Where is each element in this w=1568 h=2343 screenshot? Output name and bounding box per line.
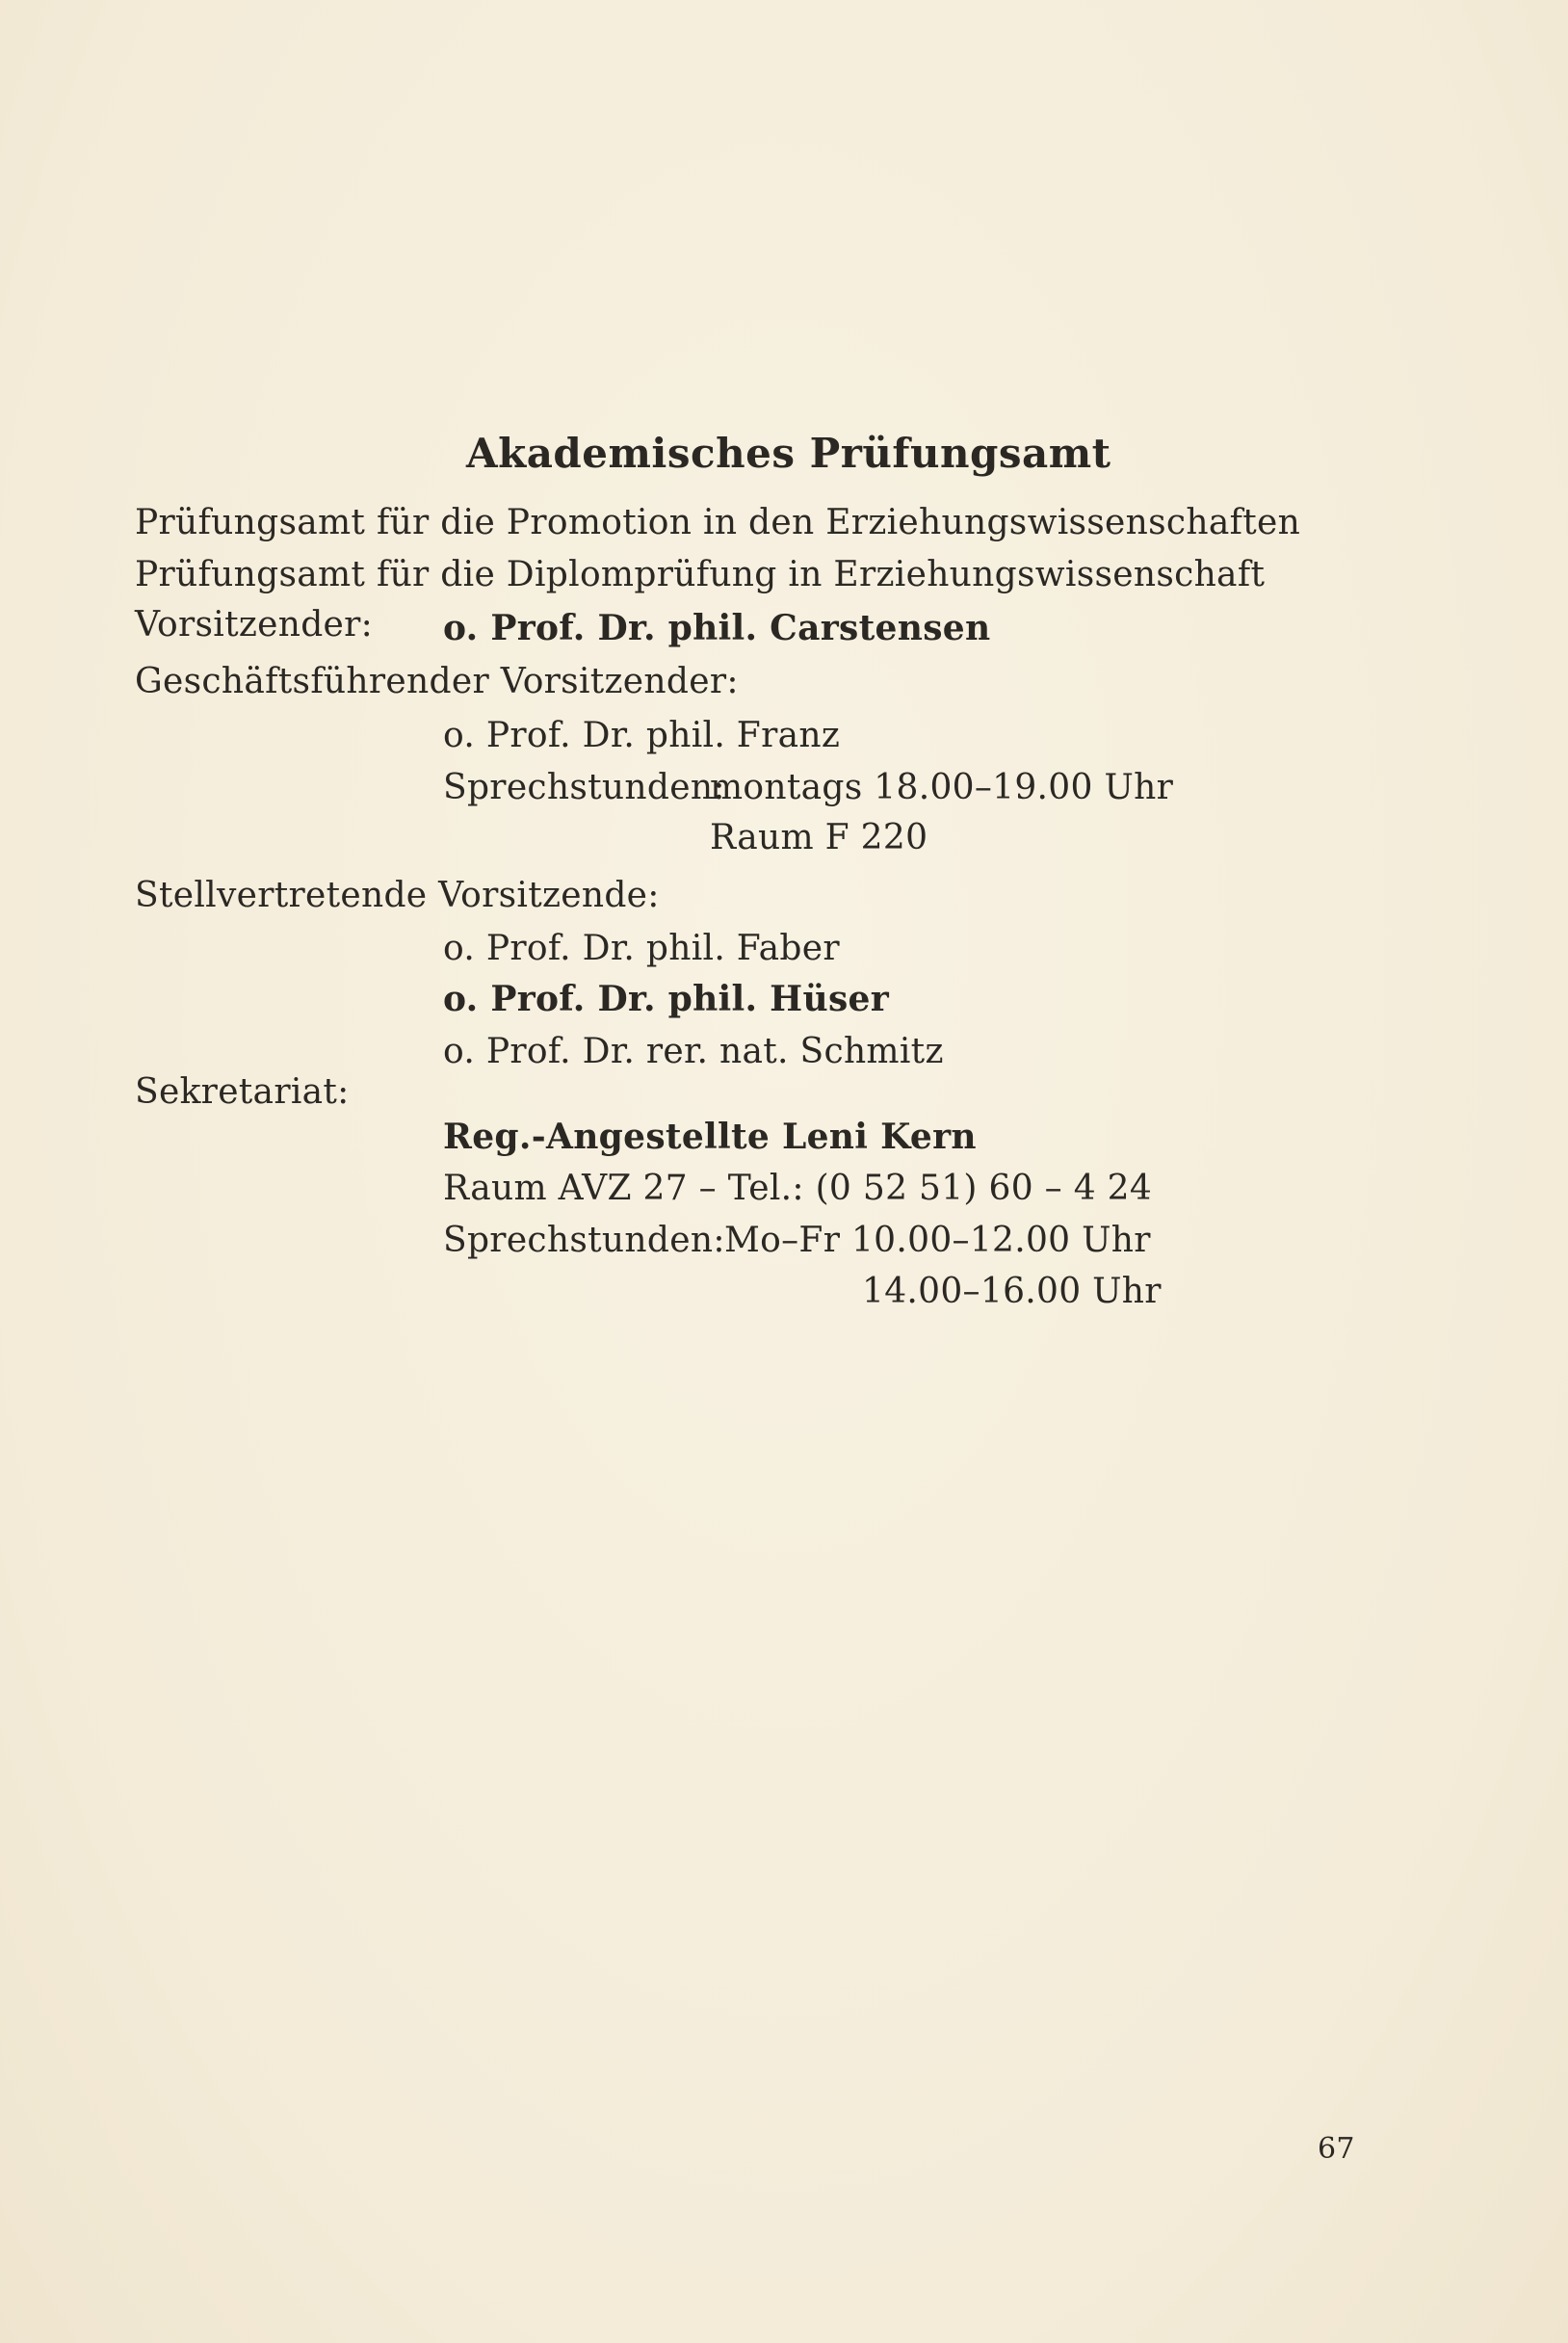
vorsitzender-label: Vorsitzender: xyxy=(135,605,374,645)
geschaeftsfuehrender-sprechstunden-label: Sprechstunden: xyxy=(443,768,725,807)
line-diplom: Prüfungsamt für die Diplomprüfung in Erziehungswissenschaft xyxy=(135,555,1266,594)
sekretariat-sprechstunden-time: 14.00–16.00 Uhr xyxy=(862,1272,1162,1311)
line-promotion: Prüfungsamt für die Promotion in den Erziehungswissenschaften xyxy=(135,503,1301,542)
vorsitzender-name: o. Prof. Dr. phil. Carstensen xyxy=(443,608,991,648)
stellvertretende-name: o. Prof. Dr. rer. nat. Schmitz xyxy=(443,1032,944,1071)
sekretariat-name: Reg.-Angestellte Leni Kern xyxy=(443,1117,977,1157)
geschaeftsfuehrender-name: o. Prof. Dr. phil. Franz xyxy=(443,716,841,755)
geschaeftsfuehrender-label: Geschäftsführender Vorsitzender: xyxy=(135,662,739,701)
sekretariat-sprechstunden-time: Mo–Fr 10.00–12.00 Uhr xyxy=(724,1221,1151,1260)
stellvertretende-label: Stellvertretende Vorsitzende: xyxy=(135,876,660,915)
page-title: Akademisches Prüfungsamt xyxy=(466,430,1111,477)
stellvertretende-name: o. Prof. Dr. phil. Faber xyxy=(443,929,840,968)
geschaeftsfuehrender-raum: Raum F 220 xyxy=(710,818,928,857)
stellvertretende-name: o. Prof. Dr. phil. Hüser xyxy=(443,979,890,1019)
sekretariat-label: Sekretariat: xyxy=(135,1072,350,1112)
page-number: 67 xyxy=(1318,2132,1355,2166)
sekretariat-raum-tel: Raum AVZ 27 – Tel.: (0 52 51) 60 – 4 24 xyxy=(443,1169,1153,1208)
sekretariat-sprechstunden-label: Sprechstunden: xyxy=(443,1221,725,1260)
geschaeftsfuehrender-sprechstunden-time: montags 18.00–19.00 Uhr xyxy=(710,768,1174,807)
